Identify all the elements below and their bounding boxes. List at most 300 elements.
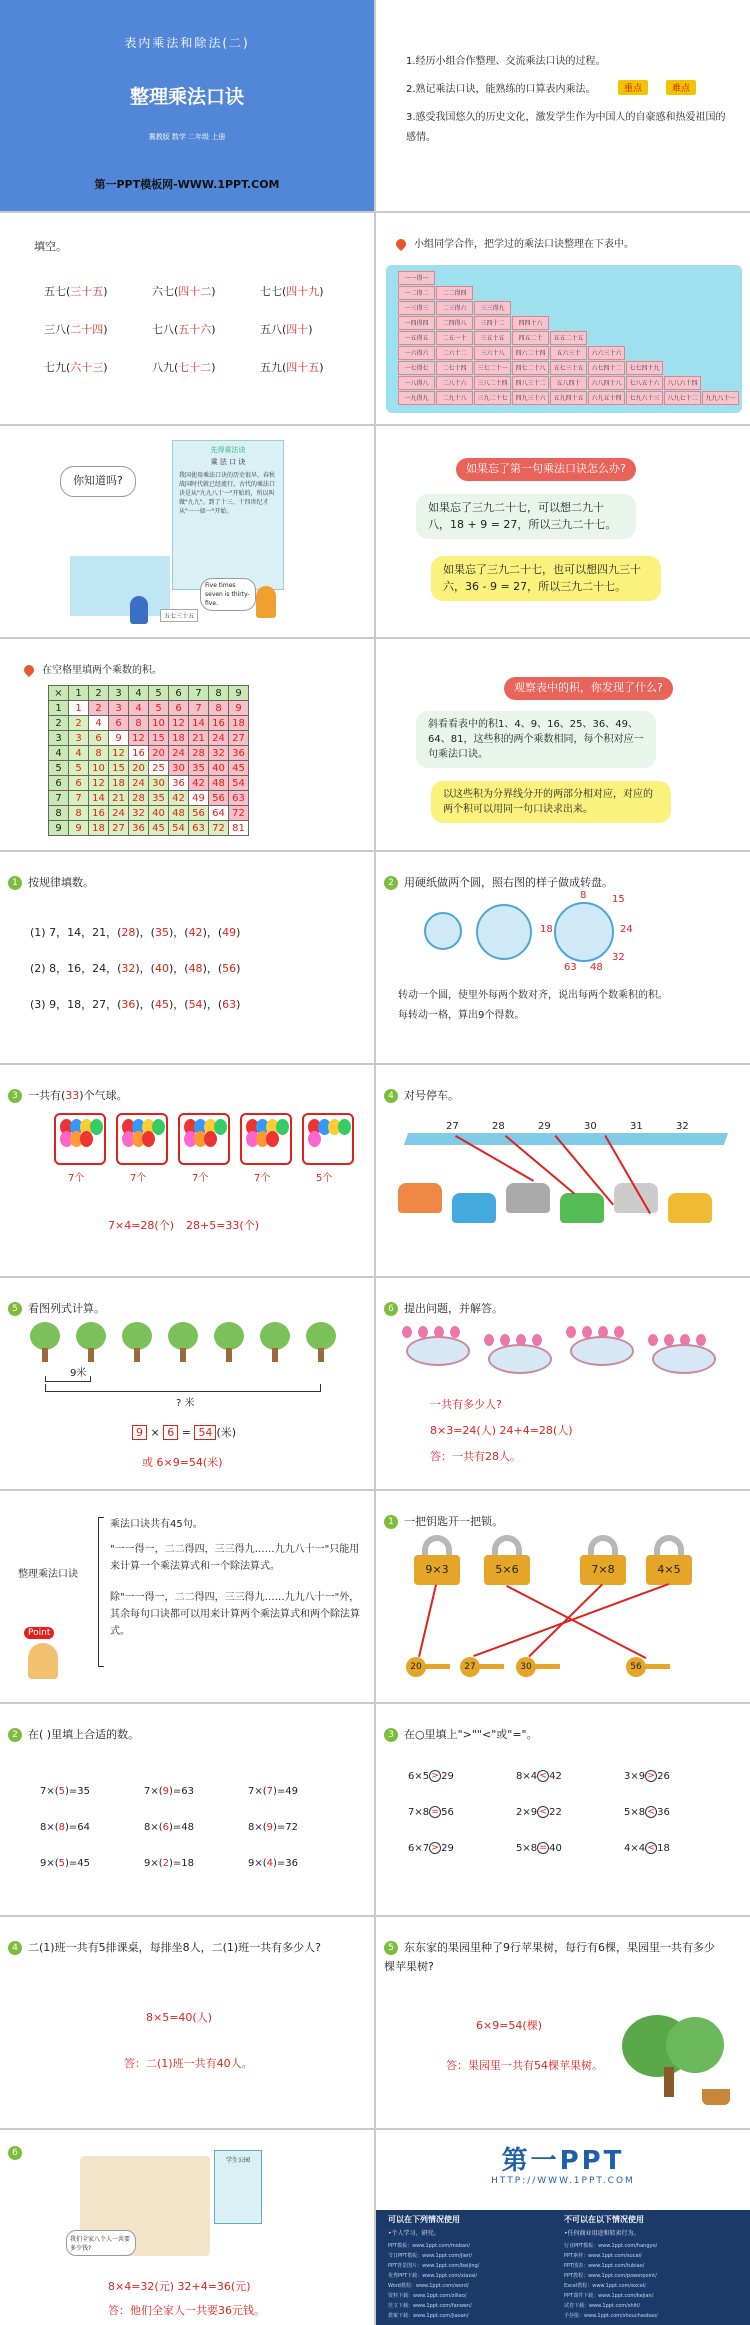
balloon-count: 7个	[192, 1173, 209, 1184]
fill-suffix: )	[103, 361, 108, 374]
balloon-count: 7个	[130, 1173, 147, 1184]
board-text: 我国使用乘法口诀的历史很早，春秋战国时代就已经流行。古代的乘法口诀是从"九九八十一"开始的，所以叫做"九九"。到了十三、十四世纪才从"一一如一"开始。	[179, 472, 276, 515]
rhyme-cell: 四四十六	[512, 316, 549, 330]
board-subtitle: 乘 法 口 诀	[210, 458, 246, 466]
slide-locks[interactable]	[376, 1491, 750, 1702]
pin-icon	[22, 663, 36, 677]
dial-medium	[476, 904, 532, 960]
fill-suffix: )	[103, 323, 108, 336]
table-cell: 45	[149, 821, 169, 836]
slide-product-table[interactable]	[0, 639, 374, 850]
allowed-text: •个人学习、研究。	[388, 2230, 440, 2237]
tree-icon	[168, 1322, 198, 1350]
task-label: 在( )里填上合适的数。	[28, 1728, 140, 1741]
balloon-count: 7个	[254, 1173, 271, 1184]
rhyme-cell: 四五二十	[512, 331, 549, 345]
slide-title[interactable]	[0, 0, 374, 211]
balloon-icon	[204, 1131, 217, 1147]
table-cell: 16	[129, 746, 149, 761]
balloon-icon	[338, 1119, 351, 1135]
key-icon[interactable]: 27	[460, 1657, 480, 1677]
number-badge: 2	[8, 1728, 22, 1742]
slide-orchard[interactable]	[376, 1917, 750, 2128]
header-cell: 3	[109, 686, 129, 701]
site-link[interactable]: 第一PPT模板网-WWW.1PPT.COM	[94, 178, 280, 191]
pattern-sep: )，(	[135, 926, 155, 939]
table-row	[49, 701, 249, 716]
table-cell: 15	[149, 731, 169, 746]
tree-icon	[260, 1322, 290, 1350]
pattern-sep: )	[236, 926, 241, 939]
car-icon[interactable]	[506, 1183, 550, 1213]
fill-label: 填空。	[34, 240, 67, 253]
apple-tree-icon-2	[666, 2017, 724, 2073]
equation-suffix: )=64	[65, 1822, 91, 1833]
pattern-answer: 42	[188, 926, 203, 939]
task-label: 一把钥匙开一把锁。	[404, 1515, 503, 1528]
person-icon	[484, 1334, 494, 1346]
equation-answer: 8	[58, 1822, 66, 1833]
pattern-sep: )，(	[135, 962, 155, 975]
footer-link[interactable]: 手抄报：www.1ppt.com/shouchaobao/	[564, 2313, 658, 2319]
dial-desc-1: 转动一个圆，使里外每两个数对齐，说出每两个数乘积的积。	[398, 990, 668, 1001]
fill-item	[152, 321, 216, 337]
pattern-sep: )，(	[202, 962, 223, 975]
table-cell: 5	[149, 701, 169, 716]
table-row	[49, 731, 249, 746]
fill-prefix: 五七(	[44, 285, 71, 298]
task-header	[384, 1726, 538, 1742]
task-text	[24, 661, 162, 676]
slide-credits[interactable]	[376, 2130, 750, 2325]
table-cell: 4	[69, 746, 89, 761]
equation-prefix: 8×(	[248, 1822, 267, 1833]
slide-people[interactable]	[376, 1278, 750, 1489]
balloon-icon	[80, 1131, 93, 1147]
footer-link[interactable]: PPT模板：www.1ppt.com/moban/	[388, 2243, 470, 2249]
pattern-sep: )，(	[202, 998, 223, 1011]
right-expr: 29	[441, 1843, 454, 1854]
footer-link[interactable]: PPT图表：www.1ppt.com/tubiao/	[564, 2263, 645, 2269]
table-cell: 14	[89, 791, 109, 806]
slide-fill-numbers[interactable]	[0, 1704, 374, 1915]
fill-prefix: 六七(	[152, 285, 179, 298]
rhyme-cell: 一一得一	[398, 271, 435, 285]
pattern-answer: 54	[188, 998, 203, 1011]
table-cell: 18	[89, 821, 109, 836]
fill-answer: 六十三	[70, 361, 104, 374]
table-cell: 6	[89, 731, 109, 746]
person-icon	[648, 1334, 658, 1346]
table-cell: 18	[169, 731, 189, 746]
tag-hard: 难点	[666, 80, 696, 95]
table-cell: 72	[229, 806, 249, 821]
table-cell: 27	[229, 731, 249, 746]
pattern-prefix: (3) 9，18，27，(	[30, 998, 122, 1011]
key-icon[interactable]: 30	[516, 1657, 536, 1677]
compare-sign: >	[429, 1770, 441, 1782]
rhyme-cell: 三三得九	[474, 301, 511, 315]
task-header	[8, 1726, 139, 1742]
parking-number: 28	[492, 1121, 505, 1132]
slide-balloons[interactable]	[0, 1065, 374, 1276]
table-cell: 4	[129, 701, 149, 716]
dining-table-icon	[406, 1336, 470, 1366]
left-expr: 6×7	[408, 1843, 430, 1854]
table-cell: 1	[49, 701, 69, 716]
fill-item	[44, 283, 108, 299]
table-cell: 16	[89, 806, 109, 821]
rhyme-cell: 一五得五	[398, 331, 435, 345]
final-answer: 答：果园里一共有54棵苹果树。	[446, 2059, 603, 2072]
comparison	[516, 1770, 562, 1782]
car-icon[interactable]	[668, 1193, 712, 1223]
key-shaft	[424, 1664, 450, 1669]
dial-desc-2: 每转动一格，算出9个得数。	[398, 1010, 525, 1021]
footer-link[interactable]: Excel教程：www.1ppt.com/excel/	[564, 2283, 646, 2289]
task-header	[8, 2146, 28, 2160]
task-header	[384, 1939, 724, 1976]
rhyme-cell: 四六二十四	[512, 346, 549, 360]
table-cell: 12	[109, 746, 129, 761]
rhyme-cell: 一九得九	[398, 391, 435, 405]
equation-answer: 7	[266, 1786, 274, 1797]
footer-link[interactable]: 资料下载：www.1ppt.com/ziliao/	[388, 2293, 467, 2299]
table-cell: 35	[189, 761, 209, 776]
table-cell: 28	[189, 746, 209, 761]
total-label: ? 米	[176, 1398, 195, 1409]
header-cell: 9	[229, 686, 249, 701]
tree-trunk	[180, 1348, 186, 1362]
balloon-box	[178, 1113, 230, 1165]
alt-formula: 或 6×9=54(米)	[142, 1456, 223, 1469]
table-cell: 18	[109, 776, 129, 791]
table-cell: 48	[209, 776, 229, 791]
question-bubble: 观察表中的积，你发现了什么?	[504, 677, 673, 700]
parking-number: 32	[676, 1121, 689, 1132]
mascot-icon	[28, 1643, 58, 1679]
task-label: 在空格里填两个乘数的积。	[42, 665, 162, 676]
equation-prefix: 9×(	[144, 1858, 163, 1869]
slide-observe[interactable]	[376, 639, 750, 850]
equation	[40, 1786, 90, 1797]
fill-suffix: )	[211, 285, 216, 298]
key-shaft	[478, 1664, 504, 1669]
footer-link[interactable]: Word教程：www.1ppt.com/word/	[388, 2283, 469, 2289]
compare-sign: =	[537, 1842, 549, 1854]
balloon-icon	[308, 1131, 321, 1147]
slide-parking[interactable]	[376, 1065, 750, 1276]
table-cell: 27	[109, 821, 129, 836]
table-cell: 63	[189, 821, 209, 836]
table-cell: 15	[109, 761, 129, 776]
table-cell: 7	[69, 791, 89, 806]
key-icon[interactable]: 20	[406, 1657, 426, 1677]
footer-link[interactable]: 范文下载：www.1ppt.com/fanwen/	[388, 2303, 472, 2309]
slide-class[interactable]	[0, 1917, 374, 2128]
fill-answer: 七十二	[178, 361, 212, 374]
pattern-sep: )，(	[168, 998, 189, 1011]
rhyme-cell: 五九四十五	[550, 391, 587, 405]
number-badge: 4	[8, 1941, 22, 1955]
compare-sign: <	[645, 1842, 657, 1854]
left-expr: 7×8	[408, 1807, 430, 1818]
key-shaft	[534, 1664, 560, 1669]
equation-answer: 2	[162, 1858, 170, 1869]
footer-link[interactable]: PPT课件下载：www.1ppt.com/kejian/	[564, 2293, 654, 2299]
disallowed-text: •任何商业用途和转卖行为。	[564, 2230, 640, 2237]
table-cell: 24	[169, 746, 189, 761]
rhyme-cell: 三七二十一	[474, 361, 511, 375]
table-cell: 36	[129, 821, 149, 836]
equation	[144, 1822, 194, 1833]
tree-icon	[214, 1322, 244, 1350]
balloon-box	[302, 1113, 354, 1165]
rhyme-cell: 四九三十六	[512, 391, 549, 405]
pattern-sep: )，(	[202, 926, 223, 939]
table-cell: 5	[49, 761, 69, 776]
fill-prefix: 八九(	[152, 361, 179, 374]
table-cell: 81	[229, 821, 249, 836]
table-cell: 3	[49, 731, 69, 746]
slide-fill[interactable]	[0, 213, 374, 424]
table-cell: 56	[209, 791, 229, 806]
equation	[144, 1786, 194, 1797]
match-line	[506, 1585, 646, 1659]
equation-answer: 5	[58, 1858, 66, 1869]
equation-prefix: 7×(	[144, 1786, 163, 1797]
table-cell: 8	[209, 701, 229, 716]
table-cell: 54	[169, 821, 189, 836]
pattern-line	[30, 996, 240, 1012]
table-cell: 12	[129, 731, 149, 746]
table-row	[49, 821, 249, 836]
person-icon	[680, 1334, 690, 1346]
table-cell: 20	[129, 761, 149, 776]
person-icon	[500, 1334, 510, 1346]
rhyme-cell: 五七三十五	[550, 361, 587, 375]
rhyme-cell: 二五一十	[436, 331, 473, 345]
balloon-count: 5个	[316, 1173, 333, 1184]
rhyme-cell: 二六十二	[436, 346, 473, 360]
balloon-icon	[142, 1131, 155, 1147]
number-badge: 4	[384, 1089, 398, 1103]
footer-link[interactable]: 节日PPT模板：www.1ppt.com/jieri/	[388, 2253, 472, 2259]
table-cell: 9	[109, 731, 129, 746]
table-cell: 12	[89, 776, 109, 791]
slide-summary[interactable]	[0, 1491, 374, 1702]
question-bubble: 你知道吗?	[60, 466, 136, 497]
left-expr: 5×8	[624, 1807, 646, 1818]
number-badge: 1	[384, 1515, 398, 1529]
point-badge: Point	[24, 1627, 54, 1639]
fill-item	[260, 321, 313, 337]
tree-icon	[76, 1322, 106, 1350]
equation-answer: 9	[162, 1786, 170, 1797]
table-cell: 36	[229, 746, 249, 761]
equation-suffix: )=45	[65, 1858, 91, 1869]
site-url[interactable]: HTTP://WWW.1PPT.COM	[491, 2176, 635, 2186]
lock-icon[interactable]: 4×5	[646, 1555, 692, 1585]
answer-bubble-1: 如果忘了三九二十七，可以想二九十八，18 + 9 = 27，所以三九二十七。	[416, 494, 636, 539]
lock-icon[interactable]: 9×3	[414, 1555, 460, 1585]
key-icon[interactable]: 56	[626, 1657, 646, 1677]
pattern-answer: 40	[154, 962, 169, 975]
slide-table[interactable]	[376, 213, 750, 424]
fill-item	[152, 359, 216, 375]
comparison	[624, 1806, 670, 1818]
slide-trees[interactable]	[0, 1278, 374, 1489]
header-cell: 6	[169, 686, 189, 701]
student-boy-icon	[130, 596, 148, 624]
footer-link[interactable]: PPT背景图片：www.1ppt.com/beijing/	[388, 2263, 480, 2269]
rhyme-cell: 六八四十八	[588, 376, 625, 390]
rhyme-cell: 三六十八	[474, 346, 511, 360]
table-cell: 4	[89, 716, 109, 731]
table-cell: 35	[149, 791, 169, 806]
equation-suffix: )=36	[273, 1858, 299, 1869]
rhyme-cell: 六七四十二	[588, 361, 625, 375]
footer-link[interactable]: PPT素材：www.1ppt.com/sucai/	[564, 2253, 642, 2259]
number-badge: 6	[384, 1302, 398, 1316]
ticket-board	[214, 2150, 262, 2224]
rhyme-cell: 一二得二	[398, 286, 435, 300]
table-cell: 45	[229, 761, 249, 776]
task-label: 看图列式计算。	[28, 1302, 105, 1315]
person-icon	[598, 1326, 608, 1338]
footer-link[interactable]: 教案下载：www.1ppt.com/jiaoan/	[388, 2313, 469, 2319]
equation-answer: 4	[266, 1858, 274, 1869]
equation-prefix: 7×(	[248, 1786, 267, 1797]
point-2: "一一得一，二二得四，三三得九……九九八十一"只能用来计算一个乘法算式和一个除法算式。	[110, 1544, 360, 1572]
person-icon	[614, 1326, 624, 1338]
table-cell: 6	[169, 701, 189, 716]
footer-link[interactable]: PPT教程：www.1ppt.com/powerpoint/	[564, 2273, 657, 2279]
rhyme-cell: 三九二十七	[474, 391, 511, 405]
pattern-answer: 32	[121, 962, 136, 975]
car-icon[interactable]	[452, 1193, 496, 1223]
task-header	[8, 1939, 368, 1955]
fill-item	[260, 283, 324, 299]
table-cell: 25	[149, 761, 169, 776]
person-icon	[582, 1326, 592, 1338]
compare-sign: >	[645, 1770, 657, 1782]
person-icon	[532, 1334, 542, 1346]
table-cell: 10	[89, 761, 109, 776]
balloon-box	[116, 1113, 168, 1165]
slide-forget[interactable]	[376, 426, 750, 637]
fill-item	[44, 359, 108, 375]
person-icon	[434, 1326, 444, 1338]
parking-number: 30	[584, 1121, 597, 1132]
table-cell: 18	[229, 716, 249, 731]
table-cell: 6	[109, 716, 129, 731]
task-label: 对号停车。	[404, 1089, 459, 1102]
dial-num-top: 8	[580, 890, 587, 901]
factor-1: 9	[132, 1425, 147, 1440]
rhyme-cell: 八九七十二	[664, 391, 701, 405]
total-bracket	[45, 1384, 321, 1392]
lock-icon[interactable]: 5×6	[484, 1555, 530, 1585]
rhyme-cell: 四八三十二	[512, 376, 549, 390]
right-expr: 22	[549, 1807, 562, 1818]
tree-trunk	[272, 1348, 278, 1362]
fill-suffix: )	[211, 323, 216, 336]
rhyme-cell: 二二得四	[436, 286, 473, 300]
fill-item	[152, 283, 216, 299]
table-cell: 12	[169, 716, 189, 731]
tree-trunk	[88, 1348, 94, 1362]
slide-family[interactable]	[0, 2130, 374, 2325]
page-title: 整理乘法口诀	[129, 86, 244, 108]
task-label: 提出问题，并解答。	[404, 1302, 503, 1315]
fill-suffix: )	[319, 285, 324, 298]
pattern-prefix: (1) 7，14，21，(	[30, 926, 122, 939]
task-header	[8, 874, 94, 890]
board-title: 先得乘法诀	[210, 446, 246, 454]
footer-link[interactable]: 试卷下载：www.1ppt.com/shiti/	[564, 2303, 641, 2309]
table-cell: 9	[229, 701, 249, 716]
table-cell: 32	[209, 746, 229, 761]
answer: 8×3=24(人) 24+4=28(人)	[430, 1424, 573, 1437]
task-header	[8, 1087, 128, 1103]
footer-link[interactable]: 行业PPT模板：www.1ppt.com/hangye/	[564, 2243, 658, 2249]
left-expr: 3×9	[624, 1771, 646, 1782]
dial-num-right: 24	[620, 924, 633, 935]
number-badge: 5	[8, 1302, 22, 1316]
left-expr: 8×4	[516, 1771, 538, 1782]
car-icon[interactable]	[560, 1193, 604, 1223]
table-cell: 8	[49, 806, 69, 821]
person-icon	[566, 1326, 576, 1338]
slide-dials[interactable]	[376, 852, 750, 1063]
comparison	[624, 1842, 670, 1854]
table-cell: 5	[69, 761, 89, 776]
table-cell: 32	[129, 806, 149, 821]
equation-suffix: )=18	[169, 1858, 195, 1869]
slide-history[interactable]	[0, 426, 374, 637]
header-cell: 4	[129, 686, 149, 701]
fill-prefix: 七八(	[152, 323, 179, 336]
footer-link[interactable]: 优秀PPT下载：www.1ppt.com/xiazai/	[388, 2273, 478, 2279]
slide-compare[interactable]	[376, 1704, 750, 1915]
lock-icon[interactable]: 7×8	[580, 1555, 626, 1585]
task-header	[384, 1087, 459, 1103]
balloon-box	[240, 1113, 292, 1165]
answer-value: 33	[65, 1089, 80, 1102]
left-expr: 4×4	[624, 1843, 646, 1854]
table-cell: 6	[69, 776, 89, 791]
stairs	[70, 556, 170, 616]
fill-suffix: )	[103, 285, 108, 298]
header-cell: 2	[89, 686, 109, 701]
slide-goals[interactable]	[376, 0, 750, 211]
slide-pattern[interactable]	[0, 852, 374, 1063]
right-expr: 36	[657, 1807, 670, 1818]
dining-table-icon	[488, 1344, 552, 1374]
dial-num-bottom-right: 32	[612, 952, 625, 963]
right-expr: 18	[657, 1843, 670, 1854]
car-icon[interactable]	[398, 1183, 442, 1213]
board-title: 学生公园	[225, 2157, 250, 2164]
rhyme-cell: 七九六十三	[626, 391, 663, 405]
compare-sign: <	[645, 1806, 657, 1818]
parking-number: 27	[446, 1121, 459, 1132]
meta-text: 冀教版 数学 二年级 上册	[148, 133, 226, 141]
left-expr: 5×8	[516, 1843, 538, 1854]
right-expr: 42	[549, 1771, 562, 1782]
task-label: 在○里填上">""<"或"="。	[404, 1728, 538, 1741]
